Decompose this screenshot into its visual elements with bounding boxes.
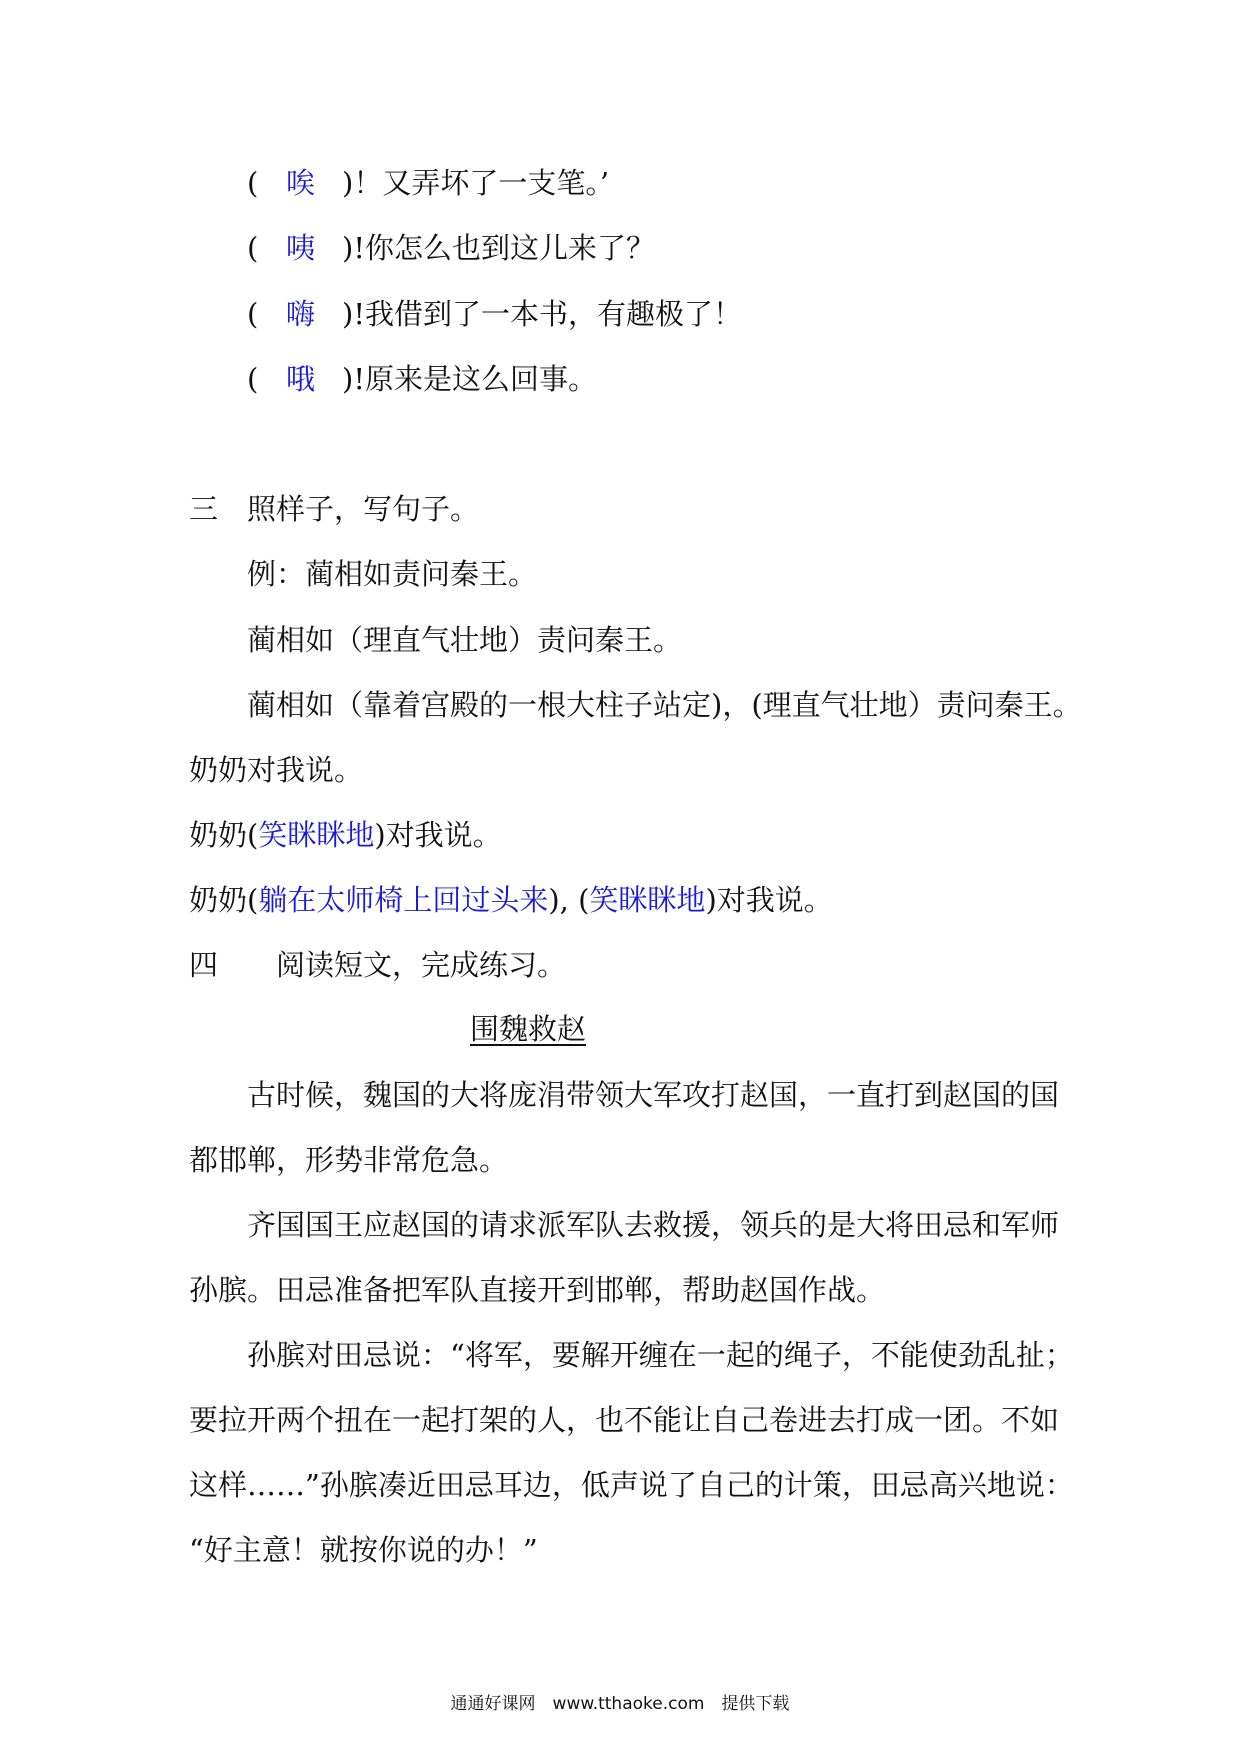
answer-sentence (189, 880, 833, 920)
paragraph-line: 要拉开两个扭在一起打架的人，也不能让自己卷进去打成一团。不如 (189, 1403, 1060, 1437)
sentence-rest: )！又弄坏了一支笔。’ (342, 166, 610, 200)
page-footer: 通通好课网 www.tthaoke.com 提供下载 (450, 1694, 790, 1714)
sentence-rest: )!你怎么也到这儿来了？ (342, 231, 655, 265)
section3-heading: 三 照样子，写句子。 (189, 492, 480, 526)
paragraph-line: 都邯郸，形势非常危急。 (189, 1143, 509, 1177)
open-paren: ( (247, 166, 259, 200)
text-segment: )对我说。 (705, 883, 833, 917)
answer-word: 哦 (286, 362, 316, 396)
answer-sentence (189, 815, 502, 855)
sentence-rest: )!原来是这么回事。 (342, 362, 597, 396)
open-paren: ( (247, 362, 259, 396)
question-sentence: 奶奶对我说。 (189, 753, 364, 787)
open-paren: ( (247, 297, 259, 331)
answer-word: 笑眯眯地 (589, 883, 706, 917)
story-title: 围魏救赵 (470, 1012, 587, 1046)
text-segment: ), ( (548, 883, 590, 917)
answer-word: 唉 (286, 166, 316, 200)
paragraph-line: 齐国国王应赵国的请求派军队去救援，领兵的是大将田忌和军师 (247, 1208, 1060, 1242)
answer-word: 嗨 (286, 297, 316, 331)
paragraph-line: 这样……”孙膑凑近田忌耳边，低声说了自己的计策，田忌高兴地说： (189, 1468, 1074, 1502)
open-paren: ( (247, 231, 259, 265)
example-sentence: 蔺相如（理直气壮地）责问秦王。 (247, 623, 683, 657)
answer-word: 咦 (286, 231, 316, 265)
answer-word: 笑眯眯地 (258, 818, 375, 852)
text-segment: 奶奶( (189, 818, 259, 852)
example-sentence: 例：蔺相如责问秦王。 (247, 557, 538, 591)
paragraph-line: “好主意！就按你说的办！” (189, 1533, 538, 1567)
answer-word: 躺在太师椅上回过头来 (258, 883, 549, 917)
paragraph-line: 古时候，魏国的大将庞涓带领大军攻打赵国，一直打到赵国的国 (247, 1078, 1060, 1112)
paragraph-line: 孙膑对田忌说：“将军，要解开缠在一起的绳子，不能使劲乱扯； (247, 1338, 1074, 1372)
text-segment: 奶奶( (189, 883, 259, 917)
paragraph-line: 孙膑。田忌准备把军队直接开到邯郸，帮助赵国作战。 (189, 1273, 886, 1307)
section4-heading: 四 阅读短文，完成练习。 (189, 948, 567, 982)
text-segment: )对我说。 (374, 818, 502, 852)
example-sentence: 蔺相如（靠着宫殿的一根大柱子站定)，(理直气壮地）责问秦王。 (247, 688, 1082, 722)
sentence-rest: )!我借到了一本书，有趣极了！ (342, 297, 742, 331)
